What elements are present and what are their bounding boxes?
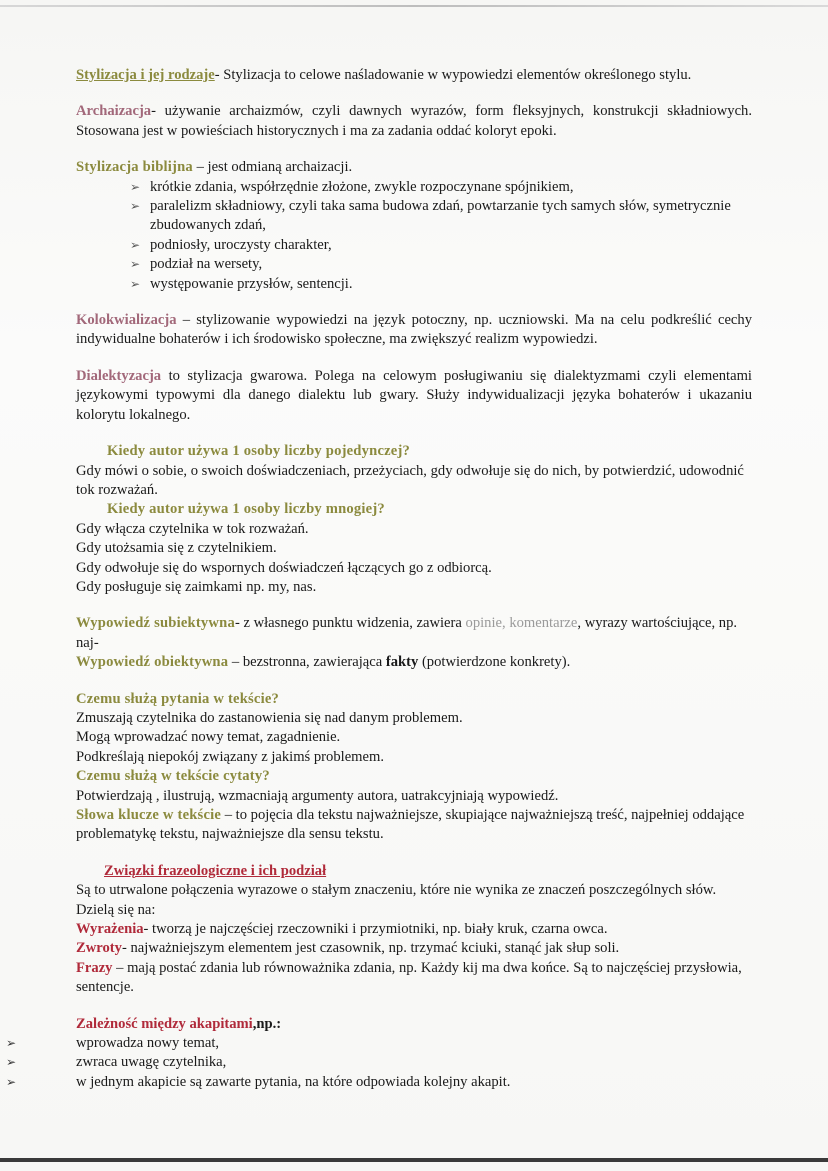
list-item-text: paralelizm składniowy, czyli taka sama budowa zdań, powtarzanie tych samych słów, symetrycznie zbudowanych zdań, xyxy=(150,198,731,234)
wyrazenia-text: - tworzą je najczęściej rzeczowniki i przymiotniki, np. biały kruk, czarna owca. xyxy=(143,921,608,938)
archaizacja-paragraph xyxy=(76,102,752,141)
paragraphs-section xyxy=(6,1015,752,1093)
biblijna-text: – jest odmianą archaizacji. xyxy=(192,159,353,176)
questions-line: Mogą wprowadzać nowy temat, zagadnienie. xyxy=(76,729,341,746)
kolokwializacja-text: – stylizowanie wypowiedzi na język potoczny, np. uczniowski. Ma na celu podkreślić cechy indywidualne bohaterów i ich środowisko społeczne, ma zwiększyć realizm wypowiedzi. xyxy=(76,312,752,348)
opinie-word: opinie xyxy=(465,615,503,632)
list-item xyxy=(130,178,752,197)
dialektyzacja-text: to stylizacja gwarowa. Polega na celowym posługiwaniu się dialektyzmami czyli elementami językowymi typowymi dla danego dialektu lub gwary. Służy indywidualizacji języka bohaterów i ukazaniu kolorytu lokalnego. xyxy=(76,367,752,423)
singular-answer: Gdy mówi o sobie, o swoich doświadczeniach, przeżyciach, gdy odwołuje się do nich, by potwierdzić, udowodnić tok rozważań. xyxy=(76,462,744,498)
arrow-right-icon: ➢ xyxy=(130,257,141,272)
plural-question: Kiedy autor używa 1 osoby liczby mnogiej? xyxy=(107,501,385,518)
arrow-right-icon: ➢ xyxy=(130,237,141,252)
zwroty-term: Zwroty xyxy=(76,940,122,957)
subjective-term: Wypowiedź subiektywna xyxy=(76,615,235,632)
list-item xyxy=(130,197,752,236)
objective-term: Wypowiedź obiektywna xyxy=(76,654,229,671)
stylizacja-text: - Stylizacja to celowe naśladowanie w wypowiedzi elementów określonego stylu. xyxy=(214,67,692,83)
questions-section xyxy=(76,690,752,845)
questions-heading: Czemu służą pytania w tekście? xyxy=(76,690,280,707)
list-item-text: podniosły, uroczysty charakter, xyxy=(150,236,332,253)
list-item-text: podział na wersety, xyxy=(150,256,263,273)
komentarze-word: komentarze xyxy=(509,615,578,632)
phraseology-title xyxy=(76,862,752,881)
list-item-text: zwraca uwagę czytelnika, xyxy=(76,1054,227,1071)
first-person-section xyxy=(76,442,752,597)
archaizacja-term: Archaizacja xyxy=(76,103,152,120)
phraseology-intro: Są to utrwalone połączenia wyrazowe o stałym znaczeniu, które nie wynika ze znaczeń poszczególnych słów. xyxy=(76,882,717,899)
archaizacja-text: - używanie archaizmów, czyli dawnych wyrazów, form fleksyjnych, konstrukcji składniowych. Stosowana jest w powieściach historycznych i ma za zadania oddać koloryt epoki. xyxy=(76,103,752,139)
plural-line: Gdy odwołuje się do wspornych doświadczeń łączących go z odbiorcą. xyxy=(76,559,492,576)
dialektyzacja-term: Dialektyzacja xyxy=(76,367,162,384)
objective-text-end: (potwierdzone konkrety). xyxy=(418,654,571,671)
list-item xyxy=(130,255,752,274)
wyrazenia-line xyxy=(76,920,752,939)
top-edge xyxy=(0,5,828,7)
biblijna-list xyxy=(76,178,752,294)
wyrazenia-term: Wyrażenia xyxy=(76,921,144,938)
list-item xyxy=(6,1073,752,1092)
biblijna-paragraph xyxy=(76,158,752,177)
subjective-text-end: , wyrazy wartościujące, np. naj- xyxy=(76,615,738,651)
subjective-line xyxy=(76,614,752,653)
list-item-text: w jednym akapicie są zawarte pytania, na które odpowiada kolejny akapit. xyxy=(76,1073,511,1090)
keywords-text: – to pojęcia dla tekstu najważniejsze, skupiające najważniejszą treść, najpełniej oddające problematykę tekstu, najważniejsze dla sensu tekstu. xyxy=(76,807,745,843)
list-item-text: występowanie przysłów, sentencji. xyxy=(150,275,353,292)
paragraphs-title-suffix: ,np.: xyxy=(252,1015,282,1032)
questions-line: Podkreślają niepokój związany z jakimś problemem. xyxy=(76,748,385,765)
quotes-heading: Czemu służą w tekście cytaty? xyxy=(76,768,270,785)
paragraphs-list xyxy=(6,1034,752,1092)
plural-line: Gdy utożsamia się z czytelnikiem. xyxy=(76,540,277,557)
plural-line: Gdy posługuje się zaimkami np. my, nas. xyxy=(76,578,317,595)
frazy-line xyxy=(76,959,752,998)
stylizacja-paragraph xyxy=(76,66,752,85)
list-item-text: krótkie zdania, współrzędnie złożone, zwykle rozpoczynane spójnikiem, xyxy=(150,178,574,195)
document-content xyxy=(6,66,752,1109)
quotes-line: Potwierdzają , ilustrują, wzmacniają argumenty autora, uatrakcyjniają wypowiedź. xyxy=(76,787,559,804)
zwroty-line xyxy=(76,939,752,958)
kolokwializacja-term: Kolokwializacja xyxy=(76,312,177,329)
arrow-right-icon: ➢ xyxy=(130,276,141,291)
arrow-right-icon: ➢ xyxy=(6,1055,17,1070)
list-item xyxy=(130,236,752,255)
arrow-right-icon: ➢ xyxy=(130,199,141,214)
bottom-edge xyxy=(0,1158,828,1162)
frazy-term: Frazy xyxy=(76,959,113,976)
subjective-text: - z własnego punktu widzenia, zawiera xyxy=(234,615,466,632)
objective-line xyxy=(76,653,752,672)
phraseology-divide: Dzielą się na: xyxy=(76,901,156,918)
paragraphs-title-text: Zależność między akapitami xyxy=(76,1015,253,1032)
phraseology-title-text: Związki frazeologiczne i ich podział xyxy=(104,862,327,879)
paragraphs-title xyxy=(76,1015,752,1034)
arrow-right-icon: ➢ xyxy=(130,179,141,194)
arrow-right-icon: ➢ xyxy=(6,1036,17,1051)
list-item xyxy=(6,1034,752,1053)
questions-line: Zmuszają czytelnika do zastanowienia się nad danym problemem. xyxy=(76,709,463,726)
singular-question: Kiedy autor używa 1 osoby liczby pojedynczej? xyxy=(107,443,411,460)
stylizacja-term: Stylizacja i jej rodzaje xyxy=(76,67,215,83)
biblijna-term: Stylizacja biblijna xyxy=(76,159,193,176)
fakty-word: fakty xyxy=(385,654,419,671)
arrow-right-icon: ➢ xyxy=(6,1074,17,1089)
comma: , xyxy=(502,615,510,632)
kolokwializacja-paragraph xyxy=(76,311,752,350)
frazy-text: – mają postać zdania lub równoważnika zdania, np. Każdy kij ma dwa końce. Są to najczęściej przysłowia, sentencje. xyxy=(76,959,742,996)
objective-text: – bezstronna, zawierająca xyxy=(228,654,386,671)
list-item xyxy=(6,1053,752,1072)
keywords-term: Słowa klucze w tekście xyxy=(76,807,222,823)
plural-line: Gdy włącza czytelnika w tok rozważań. xyxy=(76,520,309,537)
zwroty-text: - najważniejszym elementem jest czasownik, np. trzymać kciuki, stanąć jak słup soli. xyxy=(121,940,620,957)
list-item xyxy=(130,275,752,294)
keywords-line xyxy=(76,806,752,845)
phraseology-section xyxy=(76,862,752,998)
subjective-objective-section xyxy=(76,614,752,672)
list-item-text: wprowadza nowy temat, xyxy=(76,1035,220,1052)
dialektyzacja-paragraph xyxy=(76,367,752,425)
